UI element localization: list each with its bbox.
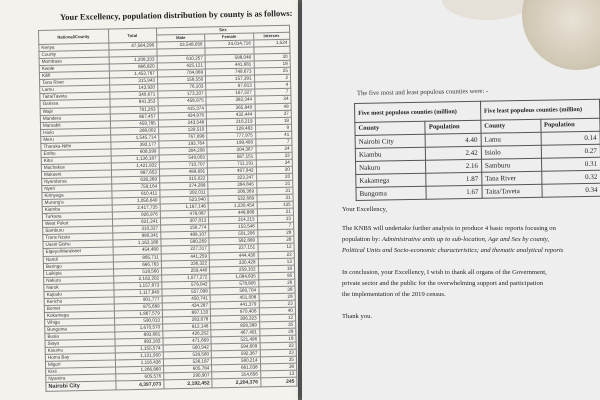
county-value-cell: 139,510 bbox=[158, 126, 206, 134]
county-value-cell: 26 bbox=[258, 279, 295, 287]
county-name-cell: Garissa bbox=[40, 99, 110, 108]
county-value-cell: 767,698 bbox=[159, 133, 207, 141]
county-value-cell: 432,444 bbox=[206, 111, 254, 119]
county-value-cell: 95 bbox=[258, 272, 295, 280]
county-name-cell: Baringo bbox=[43, 262, 113, 271]
county-value-cell: 2,192,452 bbox=[164, 379, 213, 389]
county-value-cell: 20 bbox=[256, 173, 293, 181]
least-value: 0.31 bbox=[541, 157, 600, 171]
county-value-cell: 1,670,570 bbox=[114, 324, 162, 332]
county-value-cell: 926,976 bbox=[112, 211, 160, 219]
county-value-cell: 158,550 bbox=[157, 76, 205, 84]
county-name-cell: Kakamega bbox=[44, 311, 114, 320]
county-value-cell: 812,146 bbox=[163, 323, 211, 331]
county-value-cell: 336,322 bbox=[161, 260, 209, 268]
least-county-col: County bbox=[481, 119, 541, 133]
least-county: Samburu bbox=[481, 158, 541, 172]
county-value-cell: 1,131,950 bbox=[115, 352, 163, 360]
county-value-cell: 28 bbox=[259, 293, 296, 301]
county-value-cell: 711,191 bbox=[207, 160, 255, 168]
saucer-shadow bbox=[442, 0, 532, 20]
county-value-cell: 12 bbox=[258, 244, 295, 252]
least-county: Isiolo bbox=[481, 145, 541, 159]
county-value-cell: 23 bbox=[260, 342, 297, 350]
county-value-cell: 227,151 bbox=[209, 244, 257, 252]
five-counties-heading: The five most and least populous counties were: - bbox=[356, 87, 489, 98]
col-header-county: National/County bbox=[39, 29, 109, 45]
right-document-page bbox=[302, 0, 600, 400]
county-value-cell: 310,327 bbox=[112, 225, 160, 233]
county-name-cell: Kilifi bbox=[39, 71, 109, 80]
most-county: Kiambu bbox=[355, 147, 426, 161]
coffee-mug bbox=[522, 0, 600, 70]
county-value-cell: 560,942 bbox=[163, 344, 211, 352]
county-value-cell: 471,669 bbox=[163, 337, 211, 345]
county-value-cell: 467,401 bbox=[211, 329, 259, 337]
most-value: 2.42 bbox=[426, 146, 482, 160]
county-value-cell: 1,084,835 bbox=[210, 273, 258, 281]
left-document-page bbox=[0, 0, 298, 400]
county-value-cell: 1,187,146 bbox=[160, 203, 208, 211]
county-value-cell: 897,133 bbox=[162, 309, 210, 317]
county-value-cell: 901,777 bbox=[114, 296, 162, 304]
county-value-cell: 425,121 bbox=[157, 62, 205, 70]
county-value-cell: 34 bbox=[256, 159, 293, 167]
county-value-cell: 1,230,454 bbox=[208, 202, 256, 210]
county-value-cell: 1,056,640 bbox=[112, 197, 160, 205]
county-name-cell: Murang'a bbox=[42, 198, 112, 207]
county-value-cell: 24,014,716 bbox=[205, 40, 253, 48]
col-header-sex: Sex bbox=[156, 25, 289, 35]
county-name-cell: Nakuru bbox=[44, 276, 114, 285]
county-value-cell: 135 bbox=[257, 201, 294, 209]
conclusion-line3: the implementation of the 2019 census. bbox=[342, 291, 446, 298]
county-value-cell: 13 bbox=[260, 370, 297, 378]
county-value-cell: 2 bbox=[254, 75, 291, 83]
county-value-cell: 987,653 bbox=[111, 169, 159, 177]
county-value-cell: 638,289 bbox=[111, 176, 159, 184]
county-name-cell: Laikipia bbox=[44, 269, 114, 278]
county-value-cell: 323,247 bbox=[208, 174, 256, 182]
county-value-cell: 22 bbox=[258, 251, 295, 259]
county-value-cell: 521,496 bbox=[211, 336, 259, 344]
most-county: Kakamega bbox=[356, 173, 427, 187]
county-value-cell: 441,681 bbox=[205, 61, 253, 69]
county-value-cell: 18 bbox=[260, 335, 297, 343]
county-value-cell: 539,560 bbox=[163, 351, 211, 359]
county-value-cell: 605,784 bbox=[163, 365, 211, 373]
county-name-cell: Nyamira bbox=[46, 374, 116, 383]
county-name-cell: Bomet bbox=[44, 304, 114, 313]
county-name-cell: Mombasa bbox=[39, 57, 109, 66]
most-value: 1.87 bbox=[426, 172, 482, 186]
county-value-cell: 308,369 bbox=[208, 188, 256, 196]
county-value-cell: 478,087 bbox=[160, 210, 208, 218]
county-value-cell: 35 bbox=[260, 356, 297, 364]
county-value-cell: 259,440 bbox=[161, 267, 209, 275]
county-value-cell: 199,406 bbox=[207, 139, 255, 147]
county-name-cell: Meru bbox=[41, 135, 111, 144]
county-value-cell: 9 bbox=[255, 124, 292, 132]
county-value-cell: 12 bbox=[259, 314, 296, 322]
county-name-cell: Taita/Taveta bbox=[40, 92, 110, 101]
county-value-cell: 459,785 bbox=[110, 120, 158, 128]
knbs-paragraph-line1: The KNBS will undertake further analysis to produce 4 basic reports focusing on bbox=[342, 225, 556, 232]
county-name-cell: Narok bbox=[44, 283, 114, 292]
county-value-cell: 49 bbox=[255, 103, 292, 111]
county-value-cell: 594,609 bbox=[211, 343, 259, 351]
county-value-cell: 315,943 bbox=[109, 77, 157, 85]
county-value-cell: 560,704 bbox=[210, 287, 258, 295]
population-distribution-heading: Your Excellency, population distribution by county is as follows: bbox=[59, 7, 293, 23]
county-value-cell: 143,920 bbox=[109, 84, 157, 92]
county-name-cell: Wajir bbox=[40, 107, 110, 116]
county-value-cell: 30 bbox=[254, 53, 291, 61]
county-value-cell: 1,077,272 bbox=[162, 274, 210, 282]
county-population-table bbox=[38, 25, 298, 393]
county-value-cell: 28 bbox=[257, 230, 294, 238]
county-value-cell: 549,003 bbox=[159, 154, 207, 162]
county-value-cell: 777,975 bbox=[207, 132, 255, 140]
county-value-cell: 157,391 bbox=[206, 75, 254, 83]
county-value-cell: 384,845 bbox=[208, 181, 256, 189]
county-value-cell: 245 bbox=[260, 377, 297, 387]
county-value-cell: 259,102 bbox=[210, 266, 258, 274]
col-header-total: Total bbox=[108, 28, 157, 43]
county-name-cell: West Pokot bbox=[42, 219, 112, 228]
least-county: Lamu bbox=[481, 132, 541, 146]
conclusion-line1: In conclusion, your Excellency, I wish to thank all organs of the Government, bbox=[342, 269, 547, 276]
county-name-cell: Uasin Gishu bbox=[43, 240, 113, 249]
county-value-cell: 7 bbox=[254, 89, 291, 97]
col-header-female: Female bbox=[205, 33, 253, 41]
county-value-cell: 580,214 bbox=[212, 357, 260, 365]
county-value-cell: 13 bbox=[258, 258, 295, 266]
county-value-cell: 315,022 bbox=[159, 175, 207, 183]
least-county: Taita/Taveta bbox=[482, 184, 542, 198]
county-value-cell: 1,116,436 bbox=[115, 359, 163, 367]
county-name-cell: Kirinyaga bbox=[42, 191, 112, 200]
county-value-cell: 598,046 bbox=[205, 54, 253, 62]
county-value-cell: 580,269 bbox=[161, 238, 209, 246]
most-populous-header: Five most populous counties (million) bbox=[355, 101, 481, 122]
county-value-cell: 970,406 bbox=[211, 308, 259, 316]
county-value-cell: 621,241 bbox=[112, 218, 160, 226]
county-name-cell: Elgeyo/Marakwet bbox=[43, 247, 113, 256]
county-value-cell: 67,813 bbox=[206, 82, 254, 90]
county-value-cell: 501,206 bbox=[209, 230, 257, 238]
least-county: Tana River bbox=[482, 171, 542, 185]
county-value-cell: 28 bbox=[259, 328, 296, 336]
col-header-intersex: Intersex bbox=[253, 32, 290, 40]
col-header-male: Male bbox=[156, 34, 204, 42]
county-value-cell: 268,002 bbox=[110, 127, 158, 135]
county-value-cell: 1,163,186 bbox=[112, 239, 160, 247]
county-name-cell: Trans Nzoia bbox=[43, 233, 113, 242]
county-name-cell: Vihiga bbox=[45, 318, 115, 327]
county-value-cell: 858,389 bbox=[211, 322, 259, 330]
most-county: Nakuru bbox=[356, 160, 427, 174]
county-value-cell: 448,868 bbox=[209, 209, 257, 217]
county-name-cell: Nairobi City bbox=[46, 381, 116, 391]
county-name-cell: Lamu bbox=[40, 85, 110, 94]
most-county-col: County bbox=[355, 121, 426, 135]
county-name-cell: Kwale bbox=[39, 64, 109, 73]
county-value-cell: 415,374 bbox=[158, 105, 206, 113]
county-value-cell: 781,263 bbox=[110, 106, 158, 114]
county-name-cell: Bungoma bbox=[45, 325, 115, 334]
county-value-cell: 227,317 bbox=[161, 245, 209, 253]
county-value-cell: 7 bbox=[257, 223, 294, 231]
county-value-cell: 2,417,735 bbox=[112, 204, 160, 212]
county-value-cell: 283,678 bbox=[162, 316, 210, 324]
county-name-cell: Turkana bbox=[42, 212, 112, 221]
county-value-cell: 434,976 bbox=[158, 112, 206, 120]
county-value-cell: 23,548,056 bbox=[157, 41, 205, 49]
county-value-cell: 704,089 bbox=[157, 69, 205, 77]
county-value-cell: 441,379 bbox=[210, 301, 258, 309]
knbs-paragraph-line3 bbox=[342, 246, 600, 256]
county-value-cell: 518,560 bbox=[113, 268, 161, 276]
county-name-cell: Tharaka-Nithi bbox=[41, 142, 111, 151]
least-value: 0.27 bbox=[541, 144, 600, 158]
county-value-cell: 23 bbox=[260, 349, 297, 357]
county-name-cell: Makueni bbox=[41, 170, 111, 179]
most-county: Nairobi City bbox=[355, 134, 426, 148]
county-value-cell: 710,707 bbox=[159, 161, 207, 169]
county-value-cell: 592,367 bbox=[211, 350, 259, 358]
county-value-cell: 426,252 bbox=[163, 330, 211, 338]
county-value-cell: 587,151 bbox=[207, 153, 255, 161]
county-name-cell: Siaya bbox=[45, 339, 115, 348]
county-value-cell: 31 bbox=[256, 187, 293, 195]
county-name-cell: Embu bbox=[41, 149, 111, 158]
county-value-cell: 866,820 bbox=[109, 63, 157, 71]
county-value-cell: 243,548 bbox=[158, 119, 206, 127]
county-value-cell: 608,599 bbox=[111, 148, 159, 156]
least-value: 0.34 bbox=[541, 183, 600, 197]
county-value-cell: 579,042 bbox=[162, 281, 210, 289]
most-value: 1.67 bbox=[426, 185, 482, 199]
county-value-cell: 1,421,932 bbox=[111, 162, 159, 170]
county-value-cell: 578,805 bbox=[210, 280, 258, 288]
county-value-cell: 18 bbox=[258, 265, 295, 273]
county-value-cell: 610,257 bbox=[157, 55, 205, 63]
knbs-line2-italic: Administrative units up to sub-location, Age and Sex by county, bbox=[381, 236, 550, 243]
county-value-cell: 1,208,333 bbox=[109, 56, 157, 64]
county-value-cell: 24 bbox=[256, 145, 293, 153]
county-value-cell: 173,337 bbox=[158, 90, 206, 98]
county-value-cell: 610,411 bbox=[111, 190, 159, 198]
county-value-cell: 749,673 bbox=[206, 68, 254, 76]
county-value-cell: 7 bbox=[255, 138, 292, 146]
least-population-col: Population bbox=[540, 118, 600, 132]
county-value-cell: 1,867,579 bbox=[114, 310, 162, 318]
most-county: Bungoma bbox=[356, 186, 427, 200]
county-value-cell: 1,155,574 bbox=[115, 345, 163, 353]
county-value-cell: 990,341 bbox=[112, 232, 160, 240]
county-name-cell: Nyandarua bbox=[42, 177, 112, 186]
county-value-cell: 23 bbox=[259, 300, 296, 308]
county-table-body bbox=[39, 39, 297, 391]
county-name-cell: Migori bbox=[45, 360, 115, 369]
county-value-cell: 47,564,296 bbox=[108, 42, 156, 50]
county-value-cell: 25 bbox=[254, 68, 291, 76]
county-name-cell: Kisumu bbox=[45, 346, 115, 355]
county-value-cell: 330,428 bbox=[210, 258, 258, 266]
county-value-cell: 33 bbox=[256, 152, 293, 160]
county-name-cell: Nandi bbox=[43, 254, 113, 263]
county-name-cell: County bbox=[39, 50, 109, 59]
county-value-cell: 153,546 bbox=[209, 223, 257, 231]
county-value-cell: 666,763 bbox=[113, 261, 161, 269]
county-value-cell: 2,162,202 bbox=[113, 275, 161, 283]
county-value-cell: 1,266,860 bbox=[115, 366, 163, 374]
county-value-cell: 4,397,073 bbox=[115, 380, 164, 390]
county-value-cell: 1,136,187 bbox=[111, 155, 159, 163]
county-value-cell: 661,038 bbox=[212, 364, 260, 372]
county-value-cell: 290,907 bbox=[164, 372, 212, 380]
county-value-cell: 167,327 bbox=[206, 89, 254, 97]
county-name-cell: Homa Bay bbox=[45, 353, 115, 362]
county-value-cell: 37 bbox=[255, 110, 292, 118]
county-name-cell: Tana River bbox=[40, 78, 110, 87]
county-value-cell: 450,741 bbox=[162, 295, 210, 303]
county-value-cell: 156,774 bbox=[160, 224, 208, 232]
county-value-cell: 536,187 bbox=[163, 358, 211, 366]
county-value-cell: 458,975 bbox=[158, 97, 206, 105]
county-value-cell: 489,107 bbox=[161, 231, 209, 239]
county-value-cell: 41 bbox=[255, 131, 292, 139]
county-value-cell: 605,576 bbox=[115, 373, 163, 381]
county-value-cell: 532,669 bbox=[208, 195, 256, 203]
county-value-cell: 21 bbox=[257, 208, 294, 216]
county-value-cell: 582,889 bbox=[209, 237, 257, 245]
county-value-cell: 2,204,376 bbox=[212, 378, 261, 388]
county-name-cell: Kitui bbox=[41, 156, 111, 165]
least-value: 0.14 bbox=[541, 131, 600, 145]
county-value-cell: 489,691 bbox=[159, 168, 207, 176]
county-value-cell: 31 bbox=[257, 194, 294, 202]
county-value-cell: 193,764 bbox=[159, 140, 207, 148]
county-value-cell: 18 bbox=[255, 117, 292, 125]
county-name-cell: Samburu bbox=[43, 226, 113, 235]
county-value-cell: 590,013 bbox=[114, 317, 162, 325]
county-value-cell: 441,259 bbox=[161, 252, 209, 260]
county-name-cell: Nyeri bbox=[42, 184, 112, 193]
closing-text: Thank you. bbox=[342, 313, 373, 320]
county-value-cell: 216,219 bbox=[207, 118, 255, 126]
county-value-cell: 875,689 bbox=[114, 303, 162, 311]
county-value-cell: 28 bbox=[257, 237, 294, 245]
county-value-cell: 444,430 bbox=[209, 251, 257, 259]
county-value-cell: 557,098 bbox=[162, 288, 210, 296]
county-value-cell: 374,288 bbox=[160, 182, 208, 190]
least-value: 0.32 bbox=[541, 170, 600, 184]
county-value-cell: 18 bbox=[254, 60, 291, 68]
county-name-cell: Machakos bbox=[41, 163, 111, 172]
county-value-cell: 893,681 bbox=[114, 331, 162, 339]
most-value: 2.16 bbox=[426, 159, 482, 173]
county-name-cell: Busia bbox=[45, 332, 115, 341]
county-value-cell: 76,103 bbox=[158, 83, 206, 91]
most-least-populous-table bbox=[354, 99, 600, 201]
county-value-cell: 867,457 bbox=[110, 113, 158, 121]
county-value-cell: 307,013 bbox=[160, 217, 208, 225]
county-value-cell: 38 bbox=[260, 363, 297, 371]
most-population-col: Population bbox=[425, 120, 481, 134]
knbs-line2-plain: population by: bbox=[342, 236, 382, 243]
county-name-cell: Marsabit bbox=[40, 121, 110, 130]
conclusion-line2: private sector and the public for the overwhelming support and participation bbox=[342, 280, 544, 287]
county-value-cell: 454,480 bbox=[113, 246, 161, 254]
county-value-cell: 382,344 bbox=[206, 96, 254, 104]
county-value-cell: 1,117,840 bbox=[113, 289, 161, 297]
county-name-cell: Isiolo bbox=[41, 128, 111, 137]
county-value-cell: 523,940 bbox=[160, 196, 208, 204]
county-value-cell: 20 bbox=[256, 166, 293, 174]
county-value-cell: 302,011 bbox=[160, 189, 208, 197]
county-value-cell: 35 bbox=[259, 321, 296, 329]
county-value-cell: 34 bbox=[255, 96, 292, 104]
county-value-cell: 365,840 bbox=[206, 103, 254, 111]
county-value-cell: 885,711 bbox=[113, 253, 161, 261]
knbs-paragraph-line2 bbox=[342, 235, 600, 245]
county-value-cell: 306,323 bbox=[211, 315, 259, 323]
county-value-cell: 4 bbox=[254, 82, 291, 90]
county-value-cell: 340,671 bbox=[109, 91, 157, 99]
county-value-cell: 1,157,873 bbox=[113, 282, 161, 290]
county-value-cell: 1,524 bbox=[253, 39, 290, 47]
county-value-cell: 993,183 bbox=[114, 338, 162, 346]
knbs-line3-italic: Political Units and Socio-economic characteristics; and thematic analytical reports bbox=[342, 247, 564, 254]
county-value-cell: 314,656 bbox=[212, 371, 260, 379]
county-name-cell: Kisii bbox=[46, 367, 116, 376]
county-value-cell: 1,545,714 bbox=[110, 134, 158, 142]
most-value: 4.40 bbox=[426, 133, 482, 147]
county-name-cell: Kericho bbox=[44, 297, 114, 306]
least-populous-header: Five least populous counties (million) bbox=[480, 99, 599, 120]
county-value-cell: 38 bbox=[259, 286, 296, 294]
county-value-cell: 31 bbox=[256, 180, 293, 188]
county-value-cell: 1,453,787 bbox=[109, 70, 157, 78]
county-name-cell: Kajiado bbox=[44, 290, 114, 299]
county-value-cell: 304,208 bbox=[159, 147, 207, 155]
salutation: Your Excellency, bbox=[342, 206, 388, 213]
county-value-cell: 40 bbox=[259, 307, 296, 315]
county-value-cell: 841,353 bbox=[109, 98, 157, 106]
county-value-cell: 128,483 bbox=[207, 125, 255, 133]
county-value-cell: 15 bbox=[257, 215, 294, 223]
county-value-cell: 393,177 bbox=[110, 141, 158, 149]
county-value-cell: 304,367 bbox=[207, 146, 255, 154]
county-value-cell: 434,287 bbox=[162, 302, 210, 310]
county-value-cell: 451,008 bbox=[210, 294, 258, 302]
county-name-cell: Mandera bbox=[40, 114, 110, 123]
county-value-cell: 759,164 bbox=[111, 183, 159, 191]
county-name-cell: Kenya bbox=[39, 43, 109, 52]
county-value-cell: 314,213 bbox=[209, 216, 257, 224]
county-value-cell: 497,942 bbox=[208, 167, 256, 175]
county-name-cell: Kiambu bbox=[42, 205, 112, 214]
